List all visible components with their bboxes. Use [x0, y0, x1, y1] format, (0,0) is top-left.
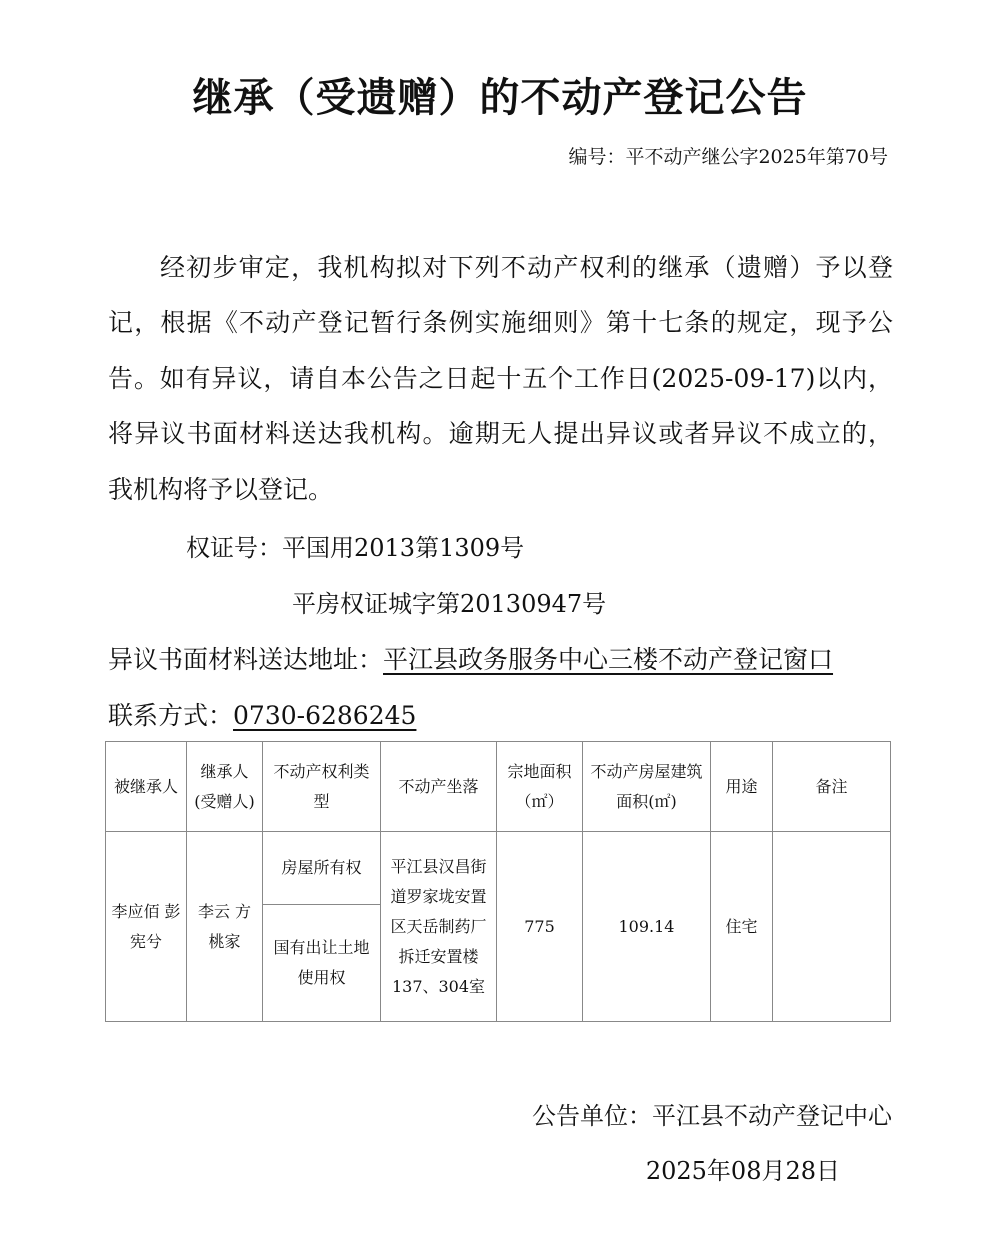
contact-label: 联系方式：	[108, 701, 234, 730]
certificate-value-2: 平房权证城字第20130947号	[292, 590, 607, 618]
cell-right-type-2: 国有出让土地使用权	[263, 905, 381, 1022]
document-number: 编号：平不动产继公字2025年第70号	[568, 146, 888, 168]
header-remark: 备注	[773, 742, 891, 832]
paragraph-line: 告。如有异议，请自本公告之日起十五个工作日(2025-09-17)以内，	[108, 364, 893, 393]
cell-usage: 住宅	[711, 832, 773, 1022]
cell-decedent: 李应佰 彭宪兮	[106, 832, 187, 1022]
cell-heir: 李云 方桃家	[187, 832, 263, 1022]
address-value: 平江县政务服务中心三楼不动产登记窗口	[383, 645, 834, 674]
paragraph-line: 记，根据《不动产登记暂行条例实施细则》第十七条的规定，现予公	[108, 308, 893, 337]
certificate-number	[186, 528, 524, 563]
objection-address	[108, 640, 833, 676]
certificate-value-1: 平国用2013第1309号	[282, 534, 525, 562]
paragraph-line: 经初步审定，我机构拟对下列不动产权利的继承（遗赠）予以登	[160, 253, 893, 282]
cell-building-area: 109.14	[583, 832, 711, 1022]
contact-info	[108, 696, 416, 732]
table-header-row	[106, 742, 891, 832]
address-label: 异议书面材料送达地址：	[108, 645, 384, 674]
property-table	[105, 741, 891, 1022]
header-land-area: 宗地面积（㎡）	[497, 742, 583, 832]
issue-date: 2025年08月28日	[645, 1157, 840, 1185]
header-right-type: 不动产权利类 型	[263, 742, 381, 832]
page-title: 继承（受遗赠）的不动产登记公告	[192, 75, 808, 121]
issuing-unit: 公告单位：平江县不动产登记中心	[532, 1102, 892, 1130]
header-building-area: 不动产房屋建筑面积(㎡)	[583, 742, 711, 832]
cell-land-area: 775	[497, 832, 583, 1022]
paragraph-line: 我机构将予以登记。	[108, 475, 334, 504]
header-usage: 用途	[711, 742, 773, 832]
paragraph-line: 将异议书面材料送达我机构。逾期无人提出异议或者异议不成立的，	[108, 419, 893, 448]
header-heir: 继承人(受赠人)	[187, 742, 263, 832]
cell-location: 平江县汉昌街道罗家垅安置区天岳制药厂拆迁安置楼137、304室	[381, 832, 497, 1022]
table-row	[106, 832, 891, 905]
header-location: 不动产坐落	[381, 742, 497, 832]
header-decedent: 被继承人	[106, 742, 187, 832]
certificate-label: 权证号：	[186, 534, 282, 562]
cell-right-type-1: 房屋所有权	[263, 832, 381, 905]
contact-value: 0730-6286245	[233, 701, 417, 730]
cell-remark	[773, 832, 891, 1022]
